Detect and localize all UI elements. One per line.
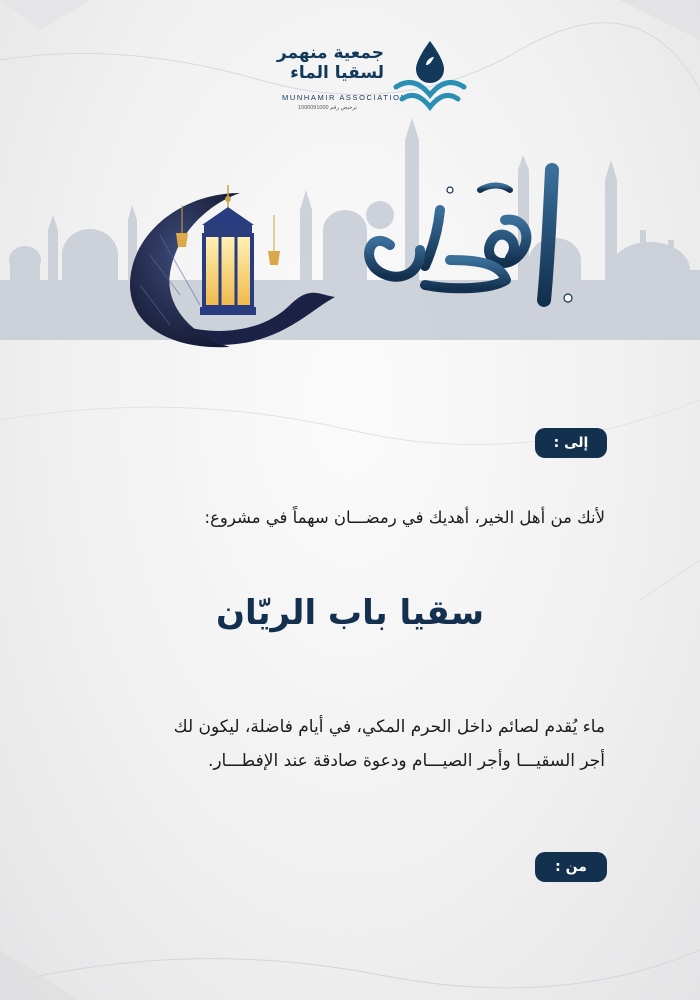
to-badge: إلى : [535,428,607,458]
intro-text: لأنك من أهل الخير، أهديك في رمضـــان سهماً في مشروع: [204,508,605,527]
description-line-2: أجر السقيـــا وأجر الصيـــام ودعوة صادقة عند الإفطـــار. [207,751,605,771]
description-line-1: ماء يُقدم لصائم داخل الحرم المكي، في أيام فاضلة، ليكون لك [173,717,605,737]
ihdaa-title-calligraphy [330,150,590,350]
water-drop-hands-icon [390,35,470,115]
from-badge: من : [535,852,607,882]
association-logo [276,35,470,115]
logo-name-line1: جمعية منهمر [276,43,384,63]
logo-name-line2: لسقيا الماء [290,63,384,83]
logo-license: ترخيص رقم 1000091000 [298,105,357,111]
logo-english-name: MUNHAMIR ASSOCIATION [282,93,408,102]
project-name: سقيا باب الريّان [215,593,485,633]
description [65,710,605,778]
crescent-moon-icon [110,185,340,355]
